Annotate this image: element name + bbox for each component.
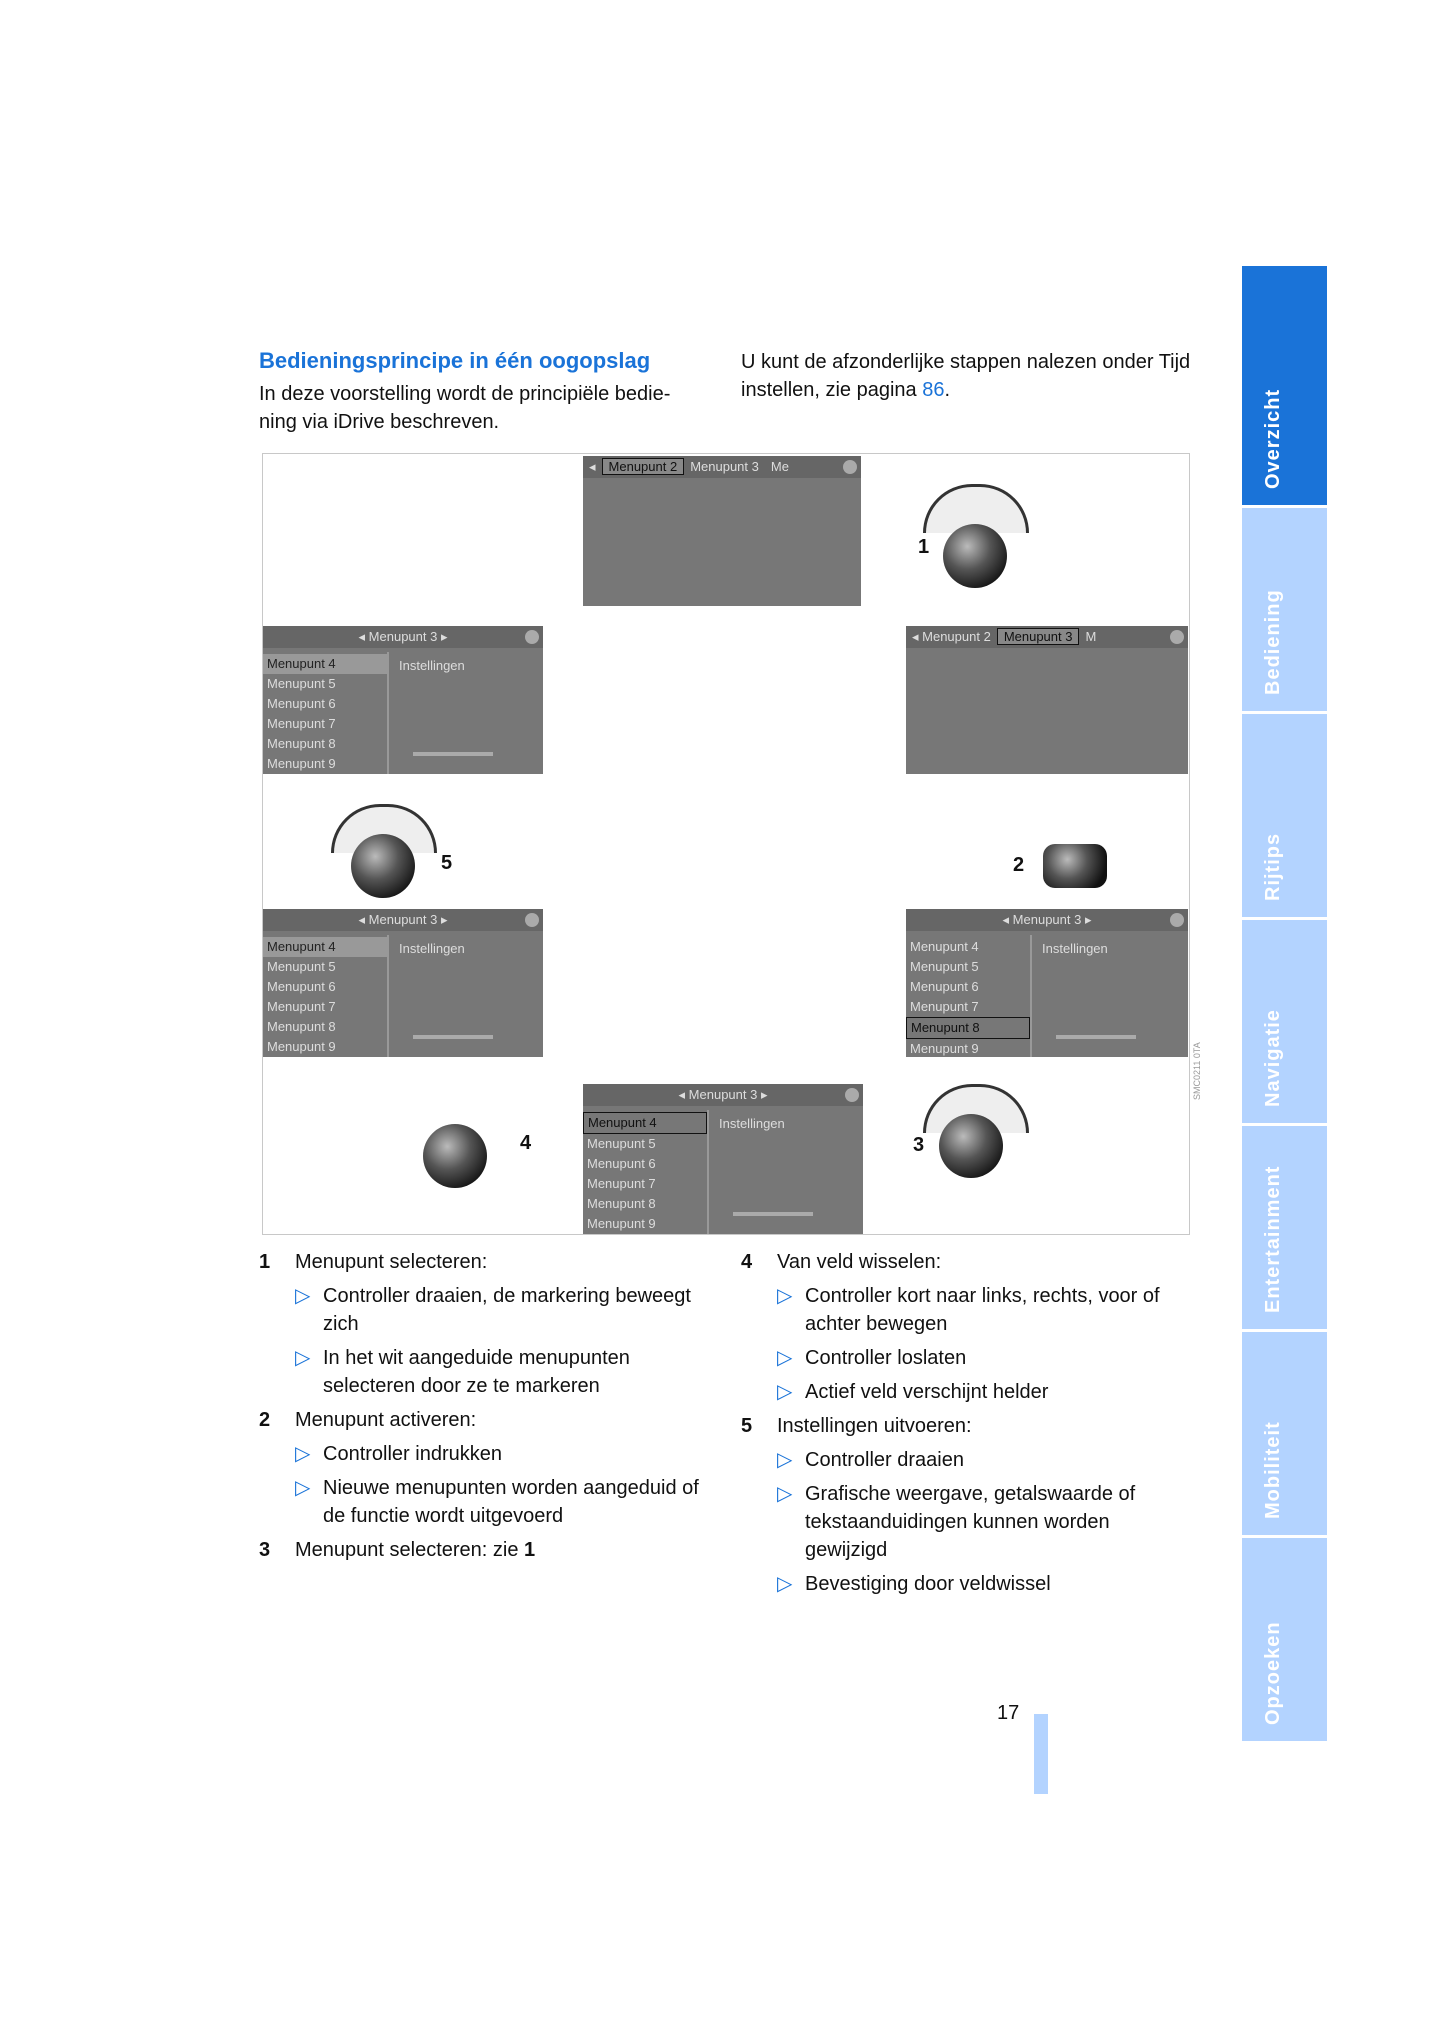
tab-opzoeken[interactable]: Opzoeken [1242, 1538, 1327, 1744]
controller-knob-icon [939, 1114, 1003, 1178]
controller-slide-icon [423, 1124, 487, 1188]
side-tabs [1242, 266, 1327, 1744]
settings-icon [1170, 630, 1184, 644]
step-item: 4 Van veld wisselen: [741, 1251, 942, 1273]
sub-item: ▷ Controller loslaten [777, 1347, 967, 1369]
sub-item: ▷ Bevestiging door veldwissel [777, 1573, 1051, 1595]
step-item: 2 Menupunt activeren: [259, 1409, 477, 1431]
sub-item: ▷ Actief veld verschijnt helder [777, 1381, 1049, 1403]
settings-icon [525, 630, 539, 644]
step-item: 5 Instellingen uitvoeren: [741, 1415, 972, 1437]
slider [733, 1212, 813, 1216]
slider [413, 752, 493, 756]
steps-right [741, 1248, 1191, 1604]
controller-knob-icon [943, 524, 1007, 588]
screen-right-lower: ◂ Menupunt 3 ▸ Menupunt 4 Menupunt 5 Menupunt 6 Menupunt 7 Menupunt 8 Menupunt 9 Instellingen [906, 909, 1188, 1057]
step-item: 1 Menupunt selecteren: [259, 1251, 488, 1273]
sub-item: ▷ Controller draaien, de markering beweegt zich [295, 1285, 691, 1335]
screen-top-bar: ◂ Menupunt 2 Menupunt 3 Me [583, 456, 861, 478]
screen-left-upper: ◂ Menupunt 3 ▸ Menupunt 4 Menupunt 5 Menupunt 6 Menupunt 7 Menupunt 8 Menupunt 9 Instellingen [263, 626, 543, 774]
tab-rijtips[interactable]: Rijtips [1242, 714, 1327, 920]
slider [1056, 1035, 1136, 1039]
idrive-diagram: ◂ Menupunt 2 Menupunt 3 Me ◂ Menupunt 2 Menupunt 3 M ◂ Menupunt 3 ▸ Menupunt 4 Menupunt 5 Menupunt 6 Menupunt 7 Menupunt 8 Menupunt 9 Instellingen ◂ Menupunt 3 ▸ Menupunt 4 Menupunt 5 Menupunt 6 Menupunt 7 Menupunt 8 Menupunt 9 Instellingen ◂ Menupunt 3 ▸ Menupunt 4 Menupunt 5 Menupunt 6 Menupunt 7 Menupunt 8 Menupunt 9 Instellingen ◂ Menupunt 3 ▸ Menupunt 4 Menupunt 5 Menupunt 6 Menupunt 7 Menupunt 8 Menupunt 9 Instellingen 1 2 3 4 5 [262, 453, 1190, 1235]
sub-item: ▷ In het wit aangeduide menupunten selecteren door ze te markeren [295, 1347, 630, 1397]
tab-mobiliteit[interactable]: Mobiliteit [1242, 1332, 1327, 1538]
intro-reference: U kunt de afzonderlijke stappen nalezen onder Tijd instellen, zie pagina 86. [741, 351, 1191, 401]
sub-item: ▷ Grafische weergave, getalswaarde of tekstaanduidingen kunnen worden gewijzigd [777, 1483, 1136, 1561]
tab-bediening[interactable]: Bediening [1242, 508, 1327, 714]
sub-item: ▷ Nieuwe menupunten worden aangeduid of de functie wordt uitgevoerd [295, 1477, 699, 1527]
screen-left-lower: ◂ Menupunt 3 ▸ Menupunt 4 Menupunt 5 Menupunt 6 Menupunt 7 Menupunt 8 Menupunt 9 Instellingen [263, 909, 543, 1057]
menu-list: Menupunt 4 Menupunt 5 Menupunt 6 Menupunt 7 Menupunt 8 Menupunt 9 [263, 654, 387, 774]
controller-knob-icon [351, 834, 415, 898]
slider [413, 1035, 493, 1039]
screen-bottom: ◂ Menupunt 3 ▸ Menupunt 4 Menupunt 5 Menupunt 6 Menupunt 7 Menupunt 8 Menupunt 9 Instellingen [583, 1084, 863, 1234]
screen-top [583, 456, 861, 606]
tab-overzicht[interactable]: Overzicht [1242, 266, 1327, 508]
settings-icon [1170, 913, 1184, 927]
sub-item: ▷ Controller kort naar links, rechts, voor of achter bewegen [777, 1285, 1160, 1335]
settings-icon [843, 460, 857, 474]
steps-left [259, 1248, 709, 1570]
screen-right: ◂ Menupunt 2 Menupunt 3 M [906, 626, 1188, 774]
sub-item: ▷ Controller draaien [777, 1449, 964, 1471]
page-number: 17 [997, 1702, 1020, 1724]
intro-text: In deze voorstelling wordt de principiële bedie-ning via iDrive beschreven. [259, 383, 671, 433]
tab-navigatie[interactable]: Navigatie [1242, 920, 1327, 1126]
settings-icon [845, 1088, 859, 1102]
controller-press-icon [1043, 844, 1107, 888]
figure-code: SMC0211 0TA [1192, 1042, 1202, 1100]
tab-entertainment[interactable]: Entertainment [1242, 1126, 1327, 1332]
section-heading: Bedieningsprincipe in één oogopslag [259, 348, 651, 373]
intro-reference-text: U kunt de afzonderlijke stappen nalezen onder Tijd instellen, zie pagina [741, 351, 1191, 401]
step-item: 3 Menupunt selecteren: zie 1 [259, 1539, 536, 1561]
settings-icon [525, 913, 539, 927]
page-link[interactable]: 86 [922, 379, 945, 401]
page-marker [1034, 1714, 1048, 1794]
sub-item: ▷ Controller indrukken [295, 1443, 502, 1465]
